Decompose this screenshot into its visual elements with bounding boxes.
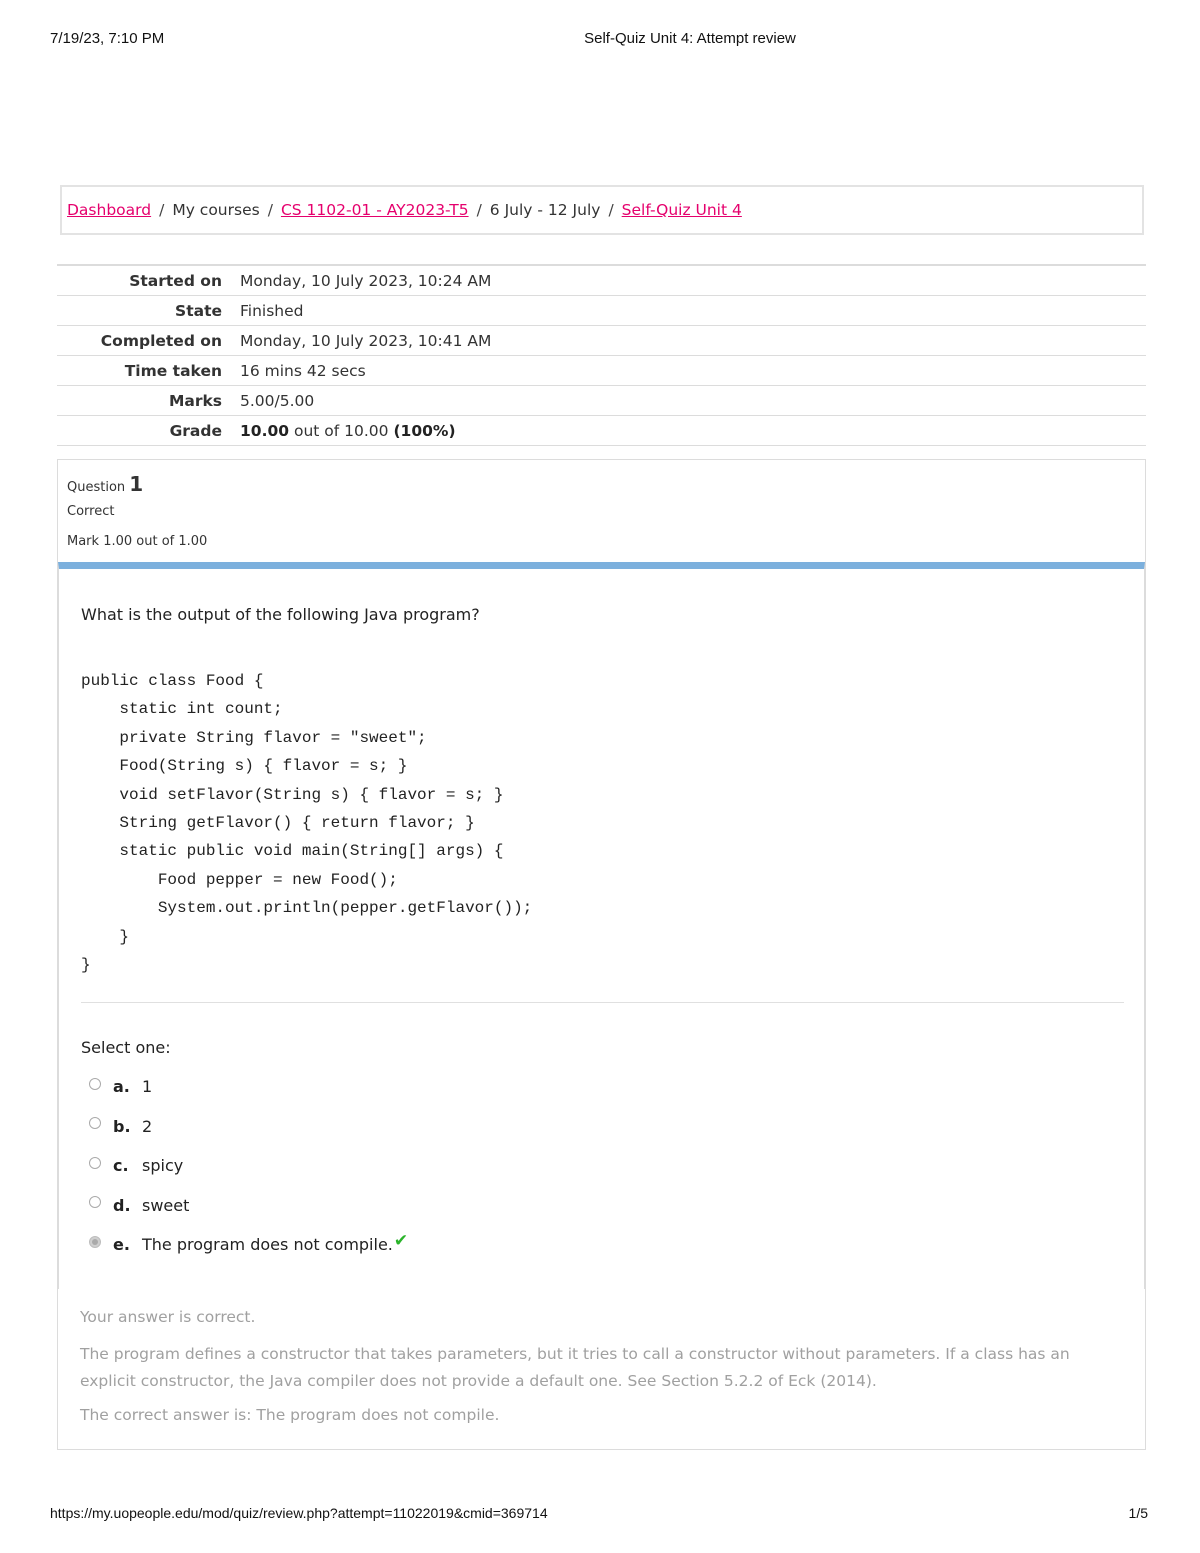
summary-value: 5.00/5.00 xyxy=(240,391,315,410)
breadcrumb-course-link[interactable]: CS 1102-01 - AY2023-T5 xyxy=(280,201,469,219)
breadcrumb-separator: / xyxy=(159,201,165,219)
option-text: 2 xyxy=(142,1116,153,1136)
radio-button-selected[interactable] xyxy=(89,1236,101,1248)
answer-option-b xyxy=(89,1107,408,1147)
answer-option-d xyxy=(89,1186,408,1226)
question-code: public class Food { static int count; private String flavor = "sweet"; Food(String s) { flavor = s; } void setFlavor(String s) { flavor = s; } String getFlavor() { return flavor; } static public void main(String[] args) { Food pepper = new Food(); System.out.println(pepper.getFlavor()); } } xyxy=(81,672,533,975)
grade-score: 10.00 xyxy=(240,421,290,440)
option-letter: c. xyxy=(113,1156,129,1176)
breadcrumb-my-courses: My courses xyxy=(172,201,260,219)
print-page-number: 1/5 xyxy=(1128,1505,1148,1521)
option-text: sweet xyxy=(142,1195,190,1215)
divider xyxy=(81,1002,1124,1003)
question-number-value: 1 xyxy=(129,472,144,496)
question-block xyxy=(57,459,1146,1450)
option-text: spicy xyxy=(142,1156,184,1176)
feedback-result: Your answer is correct. xyxy=(80,1308,256,1326)
answer-options xyxy=(89,1067,408,1265)
attempt-summary-table xyxy=(57,264,1146,446)
breadcrumb-separator: / xyxy=(267,201,273,219)
option-letter: d. xyxy=(113,1195,131,1215)
summary-row-marks xyxy=(57,386,1146,416)
question-number xyxy=(67,472,143,496)
summary-label: Time taken xyxy=(124,361,222,380)
question-prefix: Question xyxy=(67,480,126,495)
answer-option-a xyxy=(89,1067,408,1107)
print-header xyxy=(0,30,1200,50)
summary-row-state xyxy=(57,296,1146,326)
option-letter: e. xyxy=(113,1235,130,1255)
feedback-panel xyxy=(58,1289,1145,1449)
summary-label: Marks xyxy=(168,391,222,410)
grade-value xyxy=(240,422,456,440)
option-letter: b. xyxy=(113,1116,131,1136)
summary-value: 16 mins 42 secs xyxy=(240,361,366,380)
option-text: The program does not compile. xyxy=(142,1235,393,1255)
question-formulation xyxy=(58,562,1145,1289)
grade-percent: (100%) xyxy=(393,421,456,440)
radio-button[interactable] xyxy=(89,1078,101,1090)
radio-button[interactable] xyxy=(89,1117,101,1129)
summary-label: State xyxy=(175,301,222,320)
correct-check-icon: ✔ xyxy=(393,1230,409,1251)
summary-label: Completed on xyxy=(100,331,222,350)
breadcrumb-dashboard-link[interactable]: Dashboard xyxy=(67,201,152,219)
print-datetime: 7/19/23, 7:10 PM xyxy=(50,30,165,47)
summary-row-completed-on xyxy=(57,326,1146,356)
radio-button[interactable] xyxy=(89,1157,101,1169)
answer-option-e xyxy=(89,1225,408,1265)
answer-option-c xyxy=(89,1146,408,1186)
summary-value: Finished xyxy=(240,301,304,320)
print-page-title: Self-Quiz Unit 4: Attempt review xyxy=(584,30,796,47)
question-info xyxy=(58,460,1145,562)
option-text: 1 xyxy=(142,1077,153,1097)
summary-row-started-on xyxy=(57,265,1146,296)
radio-button[interactable] xyxy=(89,1196,101,1208)
summary-label: Started on xyxy=(129,271,222,290)
print-url: https://my.uopeople.edu/mod/quiz/review.php?attempt=11022019&cmid=369714 xyxy=(50,1505,548,1521)
select-one-prompt: Select one: xyxy=(81,1038,171,1057)
breadcrumb-quiz-link[interactable]: Self-Quiz Unit 4 xyxy=(621,201,742,219)
option-letter: a. xyxy=(113,1077,130,1097)
breadcrumb-separator: / xyxy=(476,201,482,219)
summary-row-time-taken xyxy=(57,356,1146,386)
breadcrumb xyxy=(60,185,1144,235)
summary-value: Monday, 10 July 2023, 10:24 AM xyxy=(240,271,492,290)
breadcrumb-week: 6 July - 12 July xyxy=(489,201,601,219)
question-state: Correct xyxy=(67,504,115,519)
feedback-correct-answer: The correct answer is: The program does not compile. xyxy=(80,1406,500,1424)
grade-out-of: out of 10.00 xyxy=(293,421,389,440)
summary-label: Grade xyxy=(169,421,222,440)
question-mark: Mark 1.00 out of 1.00 xyxy=(67,534,208,549)
question-text: What is the output of the following Java program? xyxy=(81,605,480,624)
breadcrumb-separator: / xyxy=(608,201,614,219)
summary-value: Monday, 10 July 2023, 10:41 AM xyxy=(240,331,492,350)
feedback-explanation: The program defines a constructor that takes parameters, but it tries to call a constructor without parameters. If a class has an explicit constructor, the Java compiler does not provide a default one. See Section 5.2.2 of Eck (2014). xyxy=(80,1345,1070,1390)
summary-row-grade xyxy=(57,416,1146,446)
